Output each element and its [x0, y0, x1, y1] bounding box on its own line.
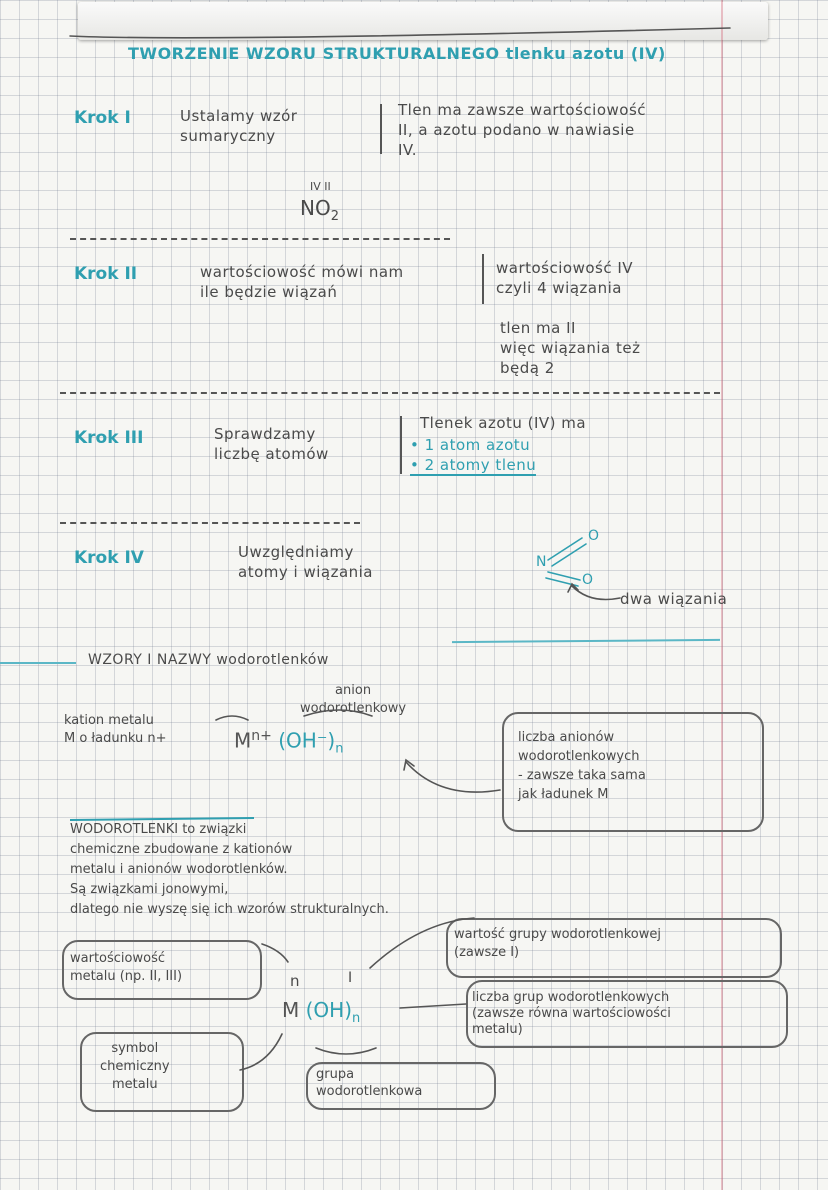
valence-arrow: [262, 944, 288, 962]
general-formula-m: M: [234, 728, 252, 753]
anion-count-text: liczba anionów wodorotlenkowych - zawsze taka sama jak ładunek M: [518, 730, 646, 802]
anion-label: anion wodorotlenkowy: [300, 683, 407, 716]
group-valence-text: wartość grupy wodorotlenkowej (zawsze I): [454, 927, 661, 960]
bond-1: [548, 538, 586, 566]
step-4-label: Krok IV: [74, 548, 144, 568]
step-4-left: Uwzględniamy atomy i wiązania: [238, 543, 374, 581]
symbol-arrow: [240, 1034, 282, 1070]
formula1-valence: IV II: [310, 180, 331, 193]
valence-text: wartościowość metalu (np. II, III): [70, 951, 183, 984]
braces: [216, 710, 372, 720]
formula2-oh: (OH): [305, 998, 353, 1022]
structure-o1: O: [588, 528, 600, 544]
step-2-right2: tlen ma II więc wiązania też będą 2: [500, 319, 641, 377]
step-3-label: Krok III: [74, 428, 144, 448]
group-count-arrow: [400, 1004, 466, 1008]
general-formula-sub: n: [335, 741, 344, 757]
structure-o2: O: [582, 572, 594, 588]
step-2-left: wartościowość mówi nam ile będzie wiązań: [200, 263, 404, 301]
title-underline: [70, 28, 730, 38]
kation-label: kation metalu M o ładunku n+: [64, 713, 167, 746]
group-count-text: liczba grup wodorotlenkowych (zawsze równa wartościowości metalu): [472, 990, 671, 1037]
definition-underline: [70, 818, 254, 820]
general-formula-charge: n+: [251, 728, 272, 744]
structure-annotation: dwa wiązania: [620, 590, 728, 608]
anion-count-arrow: [406, 762, 500, 792]
step-1-left: Ustalamy wzór sumaryczny: [180, 107, 298, 145]
step-2-label: Krok II: [74, 264, 138, 284]
formula2-sub: n: [352, 1011, 361, 1026]
step-1-label: Krok I: [74, 108, 131, 128]
step-3-left: Sprawdzamy liczbę atomów: [214, 425, 329, 463]
general-formula-oh: (OH⁻): [278, 728, 336, 753]
formula1-base: NO: [300, 196, 331, 220]
step-1-right: Tlen ma zawsze wartościowość II, a azotu podano w nawiasie IV.: [398, 101, 647, 159]
group-label-text: grupa wodorotlenkowa: [316, 1067, 423, 1099]
formula2-one: I: [348, 970, 353, 986]
group-brace: [316, 1048, 376, 1054]
formula1-sub: 2: [330, 209, 339, 224]
formula2-n: n: [290, 972, 300, 990]
page-title: TWORZENIE WZORU STRUKTURALNEGO tlenku azotu (IV): [128, 44, 666, 63]
symbol-text: symbol chemiczny metalu: [100, 1041, 170, 1092]
step-3-right: Tlenek azotu (IV) ma: [420, 414, 587, 432]
group-valence-arrow: [370, 918, 474, 968]
formula2-m: M: [282, 998, 300, 1022]
annotation-arrow: [572, 586, 620, 600]
step-3-item-2: • 2 atomy tlenu: [410, 456, 537, 474]
step-2-right: wartościowość IV czyli 4 wiązania: [496, 259, 634, 297]
bond-2: [546, 572, 580, 586]
section2-heading: WZORY I NAZWY wodorotlenków: [88, 652, 329, 668]
step-3-item-1: • 1 atom azotu: [410, 436, 531, 454]
structure-n: N: [536, 554, 547, 570]
definition-text: WODOROTLENKI to związki chemiczne zbudowane z kationów metalu i anionów wodorotlenków. Są związkami jonowymi, dlatego nie wyszę się ich wzorów strukturalnych.: [70, 822, 389, 917]
